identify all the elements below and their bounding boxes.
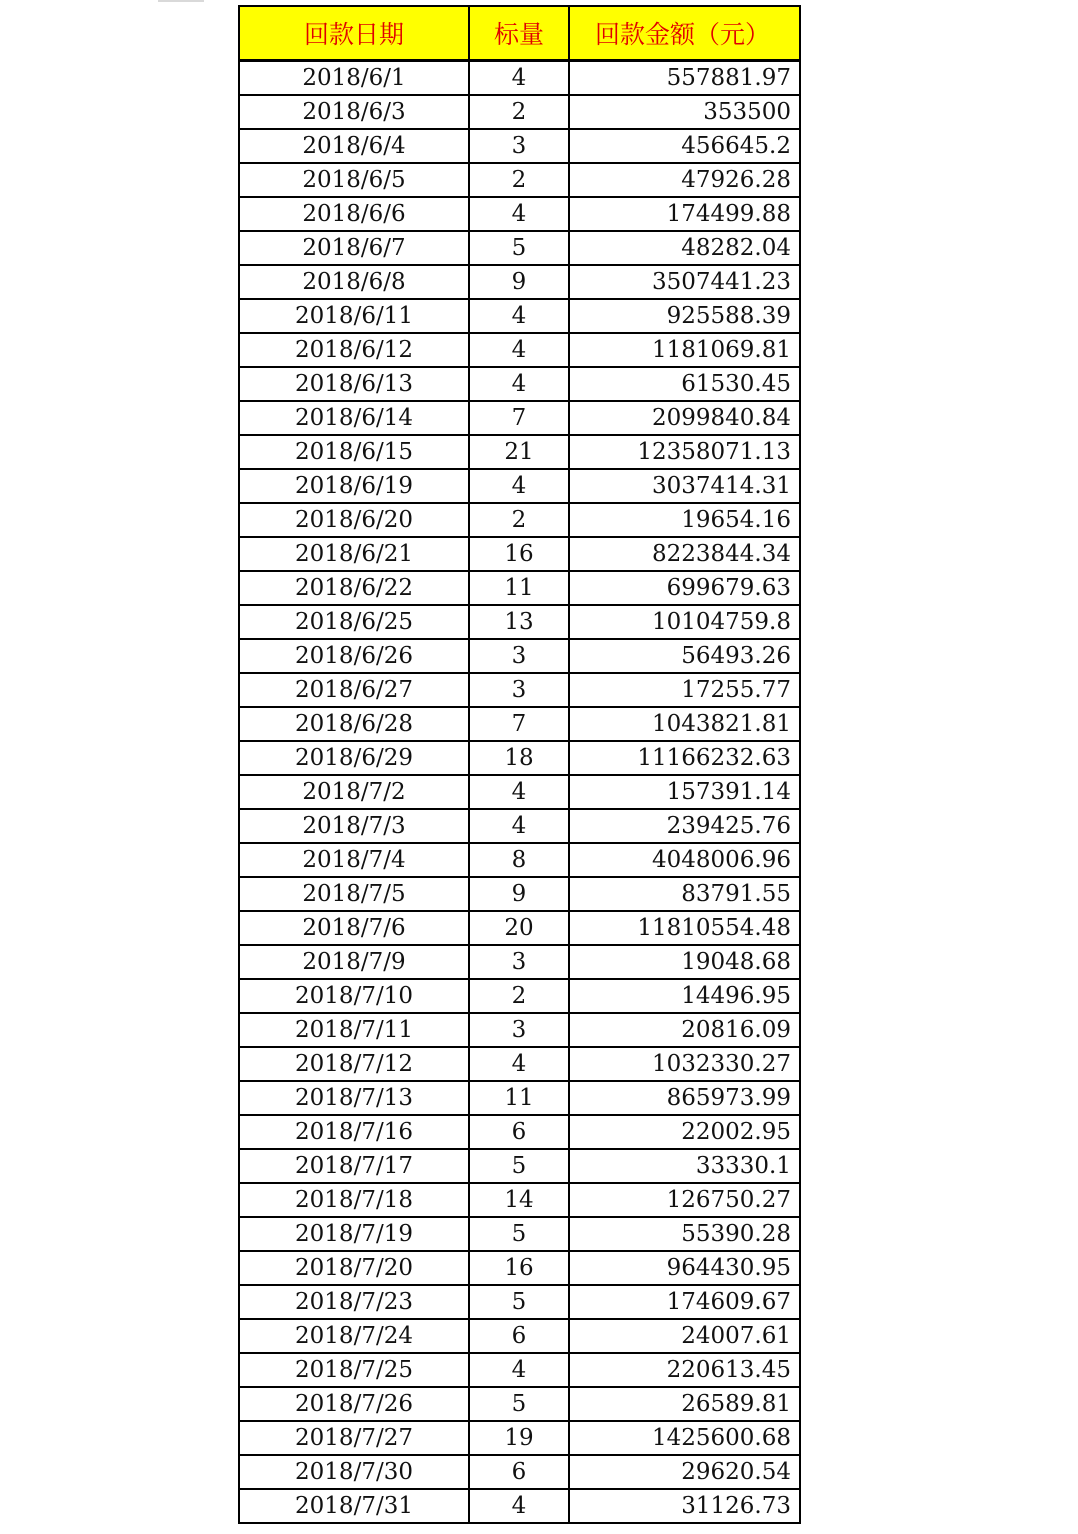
- count-cell[interactable]: 3: [470, 1014, 570, 1046]
- amount-cell[interactable]: 699679.63: [666, 575, 791, 601]
- amount-cell[interactable]: 2099840.84: [651, 405, 791, 431]
- table-row: [240, 1422, 799, 1456]
- count-cell[interactable]: 6: [470, 1456, 570, 1488]
- count-cell[interactable]: 4: [470, 470, 570, 502]
- table-row: [240, 266, 799, 300]
- count-cell[interactable]: 4: [470, 810, 570, 842]
- date-cell[interactable]: 2018/6/14: [240, 402, 470, 434]
- date-cell[interactable]: 2018/7/4: [240, 844, 470, 876]
- date-cell[interactable]: 2018/6/28: [240, 708, 470, 740]
- count-cell[interactable]: 6: [470, 1116, 570, 1148]
- amount-cell[interactable]: 48282.04: [681, 235, 791, 261]
- amount-cell[interactable]: 1425600.68: [651, 1425, 791, 1451]
- table-row: [240, 810, 799, 844]
- count-cell[interactable]: 20: [470, 912, 570, 944]
- table-row: [240, 708, 799, 742]
- date-cell[interactable]: 2018/7/9: [240, 946, 470, 978]
- count-cell[interactable]: 21: [470, 436, 570, 468]
- amount-cell[interactable]: 557881.97: [666, 65, 791, 91]
- payment-table: [238, 5, 801, 1524]
- date-cell[interactable]: 2018/6/19: [240, 470, 470, 502]
- amount-cell[interactable]: 31126.73: [681, 1493, 791, 1519]
- table-row: [240, 96, 799, 130]
- amount-cell[interactable]: 19654.16: [681, 507, 791, 533]
- count-cell[interactable]: 4: [470, 198, 570, 230]
- table-row: [240, 1456, 799, 1490]
- date-cell[interactable]: 2018/7/10: [240, 980, 470, 1012]
- count-cell[interactable]: 16: [470, 538, 570, 570]
- count-cell[interactable]: 5: [470, 1218, 570, 1250]
- table-row: [240, 674, 799, 708]
- date-cell[interactable]: 2018/7/23: [240, 1286, 470, 1318]
- amount-cell[interactable]: 33330.1: [695, 1153, 791, 1179]
- amount-cell[interactable]: 239425.76: [666, 813, 791, 839]
- amount-cell[interactable]: 8223844.34: [651, 541, 791, 567]
- amount-cell[interactable]: 10104759.8: [651, 609, 791, 635]
- count-cell[interactable]: 9: [470, 266, 570, 298]
- count-cell[interactable]: 5: [470, 232, 570, 264]
- date-cell[interactable]: 2018/7/27: [240, 1422, 470, 1454]
- table-row: [240, 300, 799, 334]
- date-cell[interactable]: 2018/6/13: [240, 368, 470, 400]
- table-row: [240, 1014, 799, 1048]
- amount-cell[interactable]: 456645.2: [681, 133, 791, 159]
- table-row: [240, 1252, 799, 1286]
- date-cell[interactable]: 2018/6/26: [240, 640, 470, 672]
- count-cell[interactable]: 4: [470, 300, 570, 332]
- count-cell[interactable]: 3: [470, 640, 570, 672]
- amount-cell[interactable]: 29620.54: [681, 1459, 791, 1485]
- date-cell[interactable]: 2018/6/25: [240, 606, 470, 638]
- table-row: [240, 844, 799, 878]
- date-cell[interactable]: 2018/7/6: [240, 912, 470, 944]
- header-date[interactable]: 回款日期: [240, 7, 470, 59]
- amount-cell[interactable]: 174609.67: [666, 1289, 791, 1315]
- date-cell[interactable]: 2018/6/8: [240, 266, 470, 298]
- count-cell[interactable]: 5: [470, 1150, 570, 1182]
- date-cell[interactable]: 2018/7/3: [240, 810, 470, 842]
- count-cell[interactable]: 18: [470, 742, 570, 774]
- table-row: [240, 62, 799, 96]
- count-cell[interactable]: 8: [470, 844, 570, 876]
- table-row: [240, 504, 799, 538]
- count-cell[interactable]: 5: [470, 1286, 570, 1318]
- amount-cell[interactable]: 1032330.27: [651, 1051, 791, 1077]
- date-cell[interactable]: 2018/7/26: [240, 1388, 470, 1420]
- amount-cell[interactable]: 126750.27: [666, 1187, 791, 1213]
- date-cell[interactable]: 2018/6/22: [240, 572, 470, 604]
- amount-cell[interactable]: 22002.95: [681, 1119, 791, 1145]
- amount-cell[interactable]: 56493.26: [681, 643, 791, 669]
- table-row: [240, 130, 799, 164]
- count-cell[interactable]: 2: [470, 504, 570, 536]
- amount-cell[interactable]: 14496.95: [681, 983, 791, 1009]
- count-cell[interactable]: 4: [470, 1490, 570, 1522]
- date-cell[interactable]: 2018/6/11: [240, 300, 470, 332]
- table-row: [240, 946, 799, 980]
- table-row: [240, 1116, 799, 1150]
- table-row: [240, 1388, 799, 1422]
- date-cell[interactable]: 2018/6/27: [240, 674, 470, 706]
- date-cell[interactable]: 2018/7/12: [240, 1048, 470, 1080]
- table-row: [240, 334, 799, 368]
- date-cell[interactable]: 2018/6/7: [240, 232, 470, 264]
- table-header-row: [240, 5, 799, 62]
- amount-cell[interactable]: 83791.55: [681, 881, 791, 907]
- date-cell[interactable]: 2018/7/20: [240, 1252, 470, 1284]
- header-count[interactable]: 标量: [470, 7, 570, 59]
- table-row: [240, 436, 799, 470]
- count-cell[interactable]: 7: [470, 402, 570, 434]
- date-cell[interactable]: 2018/6/21: [240, 538, 470, 570]
- amount-cell[interactable]: 925588.39: [666, 303, 791, 329]
- table-row: [240, 1320, 799, 1354]
- date-cell[interactable]: 2018/7/17: [240, 1150, 470, 1182]
- table-row: [240, 198, 799, 232]
- count-cell[interactable]: 6: [470, 1320, 570, 1352]
- count-cell[interactable]: 16: [470, 1252, 570, 1284]
- table-row: [240, 878, 799, 912]
- date-cell[interactable]: 2018/7/2: [240, 776, 470, 808]
- amount-cell[interactable]: 17255.77: [681, 677, 791, 703]
- count-cell[interactable]: 11: [470, 572, 570, 604]
- count-cell[interactable]: 13: [470, 606, 570, 638]
- amount-cell[interactable]: 353500: [703, 99, 791, 125]
- table-row: [240, 776, 799, 810]
- table-row: [240, 912, 799, 946]
- date-cell[interactable]: 2018/6/20: [240, 504, 470, 536]
- table-row: [240, 232, 799, 266]
- count-cell[interactable]: 4: [470, 1354, 570, 1386]
- table-row: [240, 1218, 799, 1252]
- amount-cell[interactable]: 11810554.48: [637, 915, 791, 941]
- count-cell[interactable]: 2: [470, 980, 570, 1012]
- table-row: [240, 470, 799, 504]
- count-cell[interactable]: 4: [470, 368, 570, 400]
- table-row: [240, 1490, 799, 1524]
- count-cell[interactable]: 9: [470, 878, 570, 910]
- amount-cell[interactable]: 26589.81: [681, 1391, 791, 1417]
- amount-cell[interactable]: 11166232.63: [637, 745, 791, 771]
- date-cell[interactable]: 2018/7/16: [240, 1116, 470, 1148]
- amount-cell[interactable]: 20816.09: [681, 1017, 791, 1043]
- date-cell[interactable]: 2018/6/15: [240, 436, 470, 468]
- date-cell[interactable]: 2018/7/5: [240, 878, 470, 910]
- date-cell[interactable]: 2018/6/1: [240, 62, 470, 94]
- table-row: [240, 742, 799, 776]
- count-cell[interactable]: 7: [470, 708, 570, 740]
- amount-cell[interactable]: 174499.88: [666, 201, 791, 227]
- amount-cell[interactable]: 1043821.81: [651, 711, 791, 737]
- count-cell[interactable]: 14: [470, 1184, 570, 1216]
- amount-cell[interactable]: 3037414.31: [651, 473, 791, 499]
- amount-cell[interactable]: 3507441.23: [651, 269, 791, 295]
- amount-cell[interactable]: 1181069.81: [651, 337, 791, 363]
- table-row: [240, 572, 799, 606]
- date-cell[interactable]: 2018/7/25: [240, 1354, 470, 1386]
- count-cell[interactable]: 2: [470, 164, 570, 196]
- table-row: [240, 1150, 799, 1184]
- table-row: [240, 1286, 799, 1320]
- amount-cell[interactable]: 55390.28: [681, 1221, 791, 1247]
- table-row: [240, 1082, 799, 1116]
- table-row: [240, 1354, 799, 1388]
- amount-cell[interactable]: 4048006.96: [651, 847, 791, 873]
- amount-cell[interactable]: 12358071.13: [637, 439, 791, 465]
- table-row: [240, 1048, 799, 1082]
- count-cell[interactable]: 4: [470, 62, 570, 94]
- table-row: [240, 402, 799, 436]
- date-cell[interactable]: 2018/6/3: [240, 96, 470, 128]
- date-cell[interactable]: 2018/7/18: [240, 1184, 470, 1216]
- count-cell[interactable]: 3: [470, 946, 570, 978]
- date-cell[interactable]: 2018/7/11: [240, 1014, 470, 1046]
- count-cell[interactable]: 4: [470, 776, 570, 808]
- count-cell[interactable]: 3: [470, 674, 570, 706]
- date-cell[interactable]: 2018/7/19: [240, 1218, 470, 1250]
- amount-cell[interactable]: 47926.28: [681, 167, 791, 193]
- date-cell[interactable]: 2018/6/29: [240, 742, 470, 774]
- date-cell[interactable]: 2018/6/12: [240, 334, 470, 366]
- table-row: [240, 606, 799, 640]
- count-cell[interactable]: 11: [470, 1082, 570, 1114]
- count-cell[interactable]: 5: [470, 1388, 570, 1420]
- count-cell[interactable]: 19: [470, 1422, 570, 1454]
- count-cell[interactable]: 4: [470, 334, 570, 366]
- top-edge-mark: [158, 0, 204, 2]
- amount-cell[interactable]: 157391.14: [666, 779, 791, 805]
- table-row: [240, 368, 799, 402]
- date-cell[interactable]: 2018/7/13: [240, 1082, 470, 1114]
- table-row: [240, 1184, 799, 1218]
- date-cell[interactable]: 2018/6/4: [240, 130, 470, 162]
- table-row: [240, 640, 799, 674]
- amount-cell[interactable]: 19048.68: [681, 949, 791, 975]
- count-cell[interactable]: 4: [470, 1048, 570, 1080]
- table-body: [240, 62, 799, 1524]
- count-cell[interactable]: 2: [470, 96, 570, 128]
- table-row: [240, 164, 799, 198]
- amount-cell[interactable]: 220613.45: [666, 1357, 791, 1383]
- date-cell[interactable]: 2018/7/24: [240, 1320, 470, 1352]
- header-amount[interactable]: 回款金额（元）: [594, 20, 770, 49]
- date-cell[interactable]: 2018/7/30: [240, 1456, 470, 1488]
- count-cell[interactable]: 3: [470, 130, 570, 162]
- amount-cell[interactable]: 865973.99: [666, 1085, 791, 1111]
- amount-cell[interactable]: 964430.95: [666, 1255, 791, 1281]
- date-cell[interactable]: 2018/6/5: [240, 164, 470, 196]
- date-cell[interactable]: 2018/7/31: [240, 1490, 470, 1522]
- table-row: [240, 980, 799, 1014]
- date-cell[interactable]: 2018/6/6: [240, 198, 470, 230]
- table-row: [240, 538, 799, 572]
- amount-cell[interactable]: 24007.61: [681, 1323, 791, 1349]
- amount-cell[interactable]: 61530.45: [681, 371, 791, 397]
